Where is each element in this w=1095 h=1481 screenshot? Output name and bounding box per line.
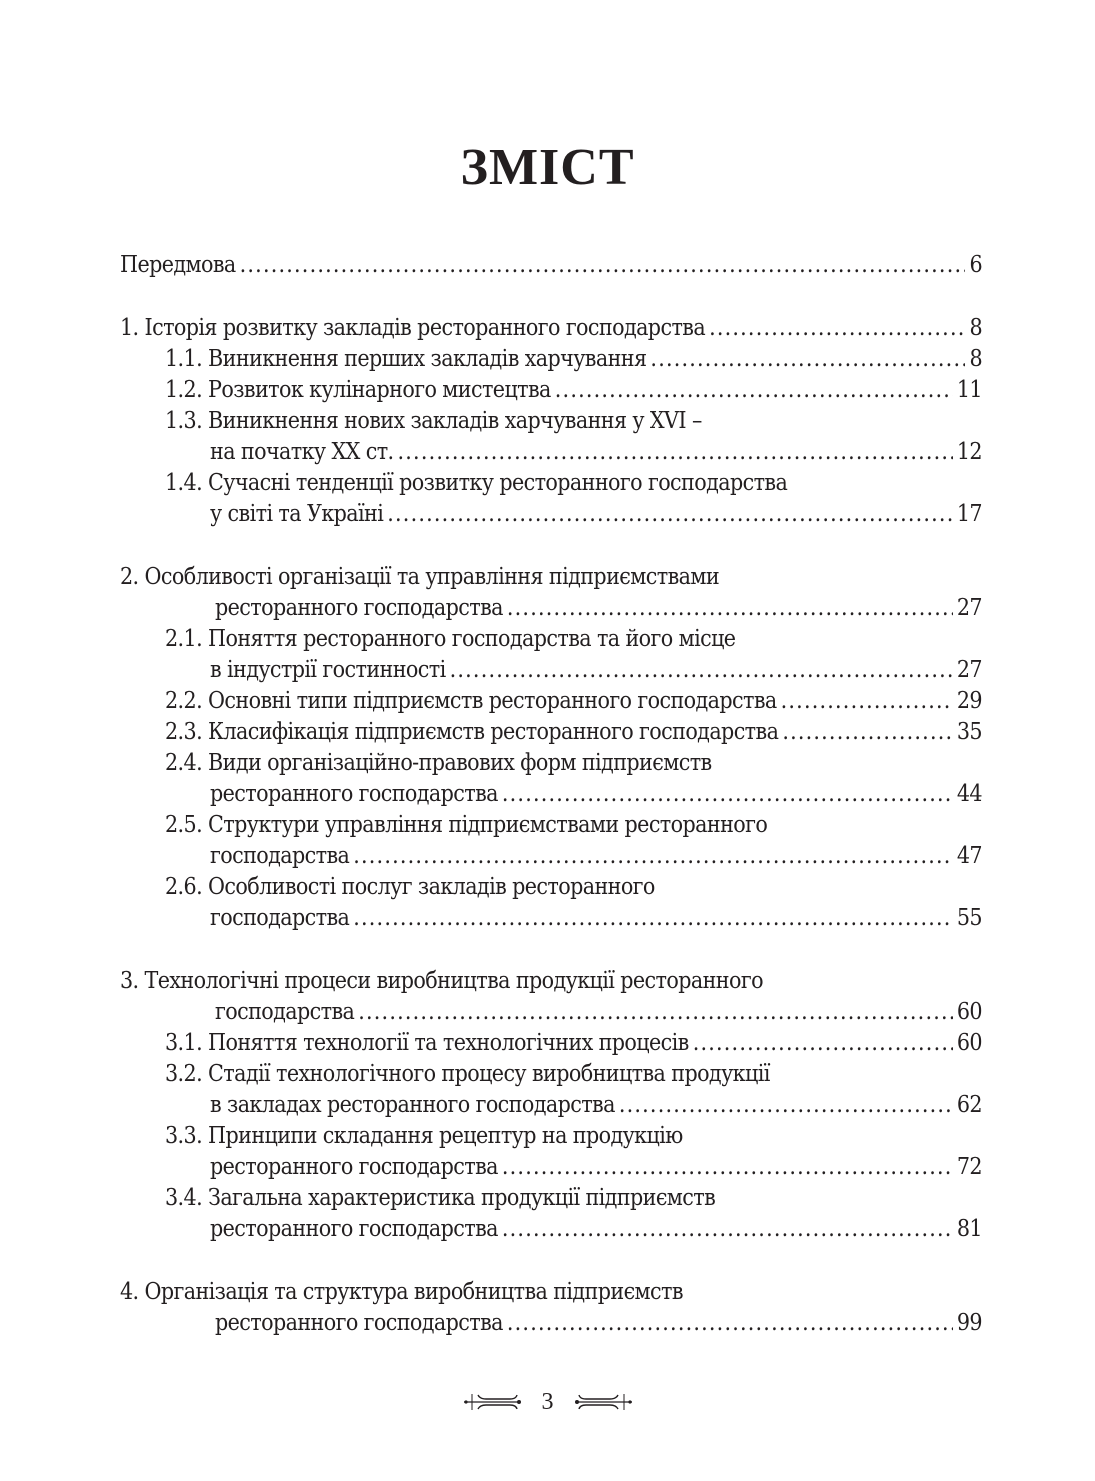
- toc-section[interactable]: [120, 1183, 982, 1245]
- toc-entry-title: 3.2. Стадії технологічного процесу виробництва продукції: [165, 1061, 770, 1087]
- page-title: ЗМІСТ: [460, 139, 635, 196]
- toc-entry-title: Передмова: [120, 252, 236, 278]
- page-number: 3: [541, 1388, 554, 1415]
- toc-section[interactable]: [120, 1028, 982, 1059]
- toc-page-number: 72: [956, 1154, 982, 1180]
- dot-leader: [555, 375, 953, 406]
- toc-section[interactable]: [120, 468, 982, 530]
- toc-page-number: 44: [956, 781, 982, 807]
- dot-leader: [240, 250, 966, 281]
- toc-page-number: 27: [956, 595, 982, 621]
- toc-entry-title: 3.1. Поняття технології та технологічних процесів: [165, 1030, 689, 1056]
- toc-page-number: 47: [956, 843, 982, 869]
- toc-section[interactable]: [120, 810, 982, 872]
- toc-entry-title: господарства: [215, 999, 355, 1025]
- dot-leader: [650, 344, 965, 375]
- toc-page-number: 81: [956, 1216, 982, 1242]
- toc-entry-title: 1.2. Розвиток кулінарного мистецтва: [165, 377, 551, 403]
- toc-page-number: 27: [956, 657, 982, 683]
- toc-entry-title: 2.6. Особливості послуг закладів ресторанного: [165, 874, 655, 900]
- toc-page-number: 35: [956, 719, 982, 745]
- toc-entry-title: ресторанного господарства: [210, 781, 498, 807]
- section-spacer: [120, 934, 982, 966]
- toc-entry-title: 2.5. Структури управління підприємствами ресторанного: [165, 812, 768, 838]
- toc-page-number: 6: [969, 252, 982, 278]
- toc-entry-title: 1. Історія розвитку закладів ресторанного господарства: [120, 315, 706, 341]
- dot-leader: [507, 1308, 953, 1339]
- dot-leader: [358, 997, 953, 1028]
- dot-leader: [502, 779, 953, 810]
- dot-leader: [502, 1152, 953, 1183]
- toc-entry-title: в закладах ресторанного господарства: [210, 1092, 615, 1118]
- toc-entry-title: 1.1. Виникнення перших закладів харчування: [165, 346, 647, 372]
- toc-entry-title: 2.1. Поняття ресторанного господарства та його місце: [165, 626, 736, 652]
- dot-leader: [502, 1214, 953, 1245]
- toc-section[interactable]: [120, 1059, 982, 1121]
- ornament-left-icon: [462, 1390, 522, 1414]
- toc-entry-title: 1.3. Виникнення нових закладів харчування у XVI –: [165, 408, 702, 434]
- toc-entry-title: ресторанного господарства: [215, 1310, 503, 1336]
- toc-page-number: 8: [969, 315, 982, 341]
- dot-leader: [353, 841, 953, 872]
- toc-entry-title: 3.4. Загальна характеристика продукції підприємств: [165, 1185, 716, 1211]
- toc-page-number: 12: [956, 439, 982, 465]
- toc-entry-title: 2.4. Види організаційно-правових форм підприємств: [165, 750, 712, 776]
- toc-page-number: 55: [956, 905, 982, 931]
- table-of-contents: [120, 250, 982, 1339]
- toc-entry-title: 3.3. Принципи складання рецептур на продукцію: [165, 1123, 683, 1149]
- toc-section[interactable]: [120, 375, 982, 406]
- toc-entry-title: 2. Особливості організації та управління підприємствами: [120, 564, 720, 590]
- toc-chapter[interactable]: [120, 313, 982, 344]
- toc-page-number: 17: [956, 501, 982, 527]
- toc-page-number: 8: [969, 346, 982, 372]
- dot-leader: [709, 313, 965, 344]
- toc-chapter[interactable]: [120, 250, 982, 281]
- dot-leader: [781, 686, 953, 717]
- dot-leader: [507, 593, 953, 624]
- toc-entry-title: 2.2. Основні типи підприємств ресторанного господарства: [165, 688, 777, 714]
- toc-chapter[interactable]: [120, 966, 982, 1028]
- toc-section[interactable]: [120, 717, 982, 748]
- section-spacer: [120, 530, 982, 562]
- toc-section[interactable]: [120, 344, 982, 375]
- toc-entry-title: 3. Технологічні процеси виробництва продукції ресторанного: [120, 968, 763, 994]
- toc-chapter[interactable]: [120, 1277, 982, 1339]
- section-spacer: [120, 281, 982, 313]
- toc-entry-title: ресторанного господарства: [210, 1154, 498, 1180]
- toc-entry-title: на початку XX ст.: [210, 439, 394, 465]
- toc-chapter[interactable]: [120, 562, 982, 624]
- toc-section[interactable]: [120, 406, 982, 468]
- toc-section[interactable]: [120, 1121, 982, 1183]
- toc-entry-title: господарства: [210, 843, 350, 869]
- dot-leader: [450, 655, 953, 686]
- page-footer: [0, 1388, 1095, 1416]
- toc-page-number: 62: [956, 1092, 982, 1118]
- toc-page-number: 29: [956, 688, 982, 714]
- toc-section[interactable]: [120, 624, 982, 686]
- toc-page-number: 60: [956, 1030, 982, 1056]
- dot-leader: [693, 1028, 953, 1059]
- dot-leader: [398, 437, 953, 468]
- toc-section[interactable]: [120, 872, 982, 934]
- toc-entry-title: в індустрії гостинності: [210, 657, 446, 683]
- dot-leader: [782, 717, 953, 748]
- toc-entry-title: 1.4. Сучасні тенденції розвитку ресторанного господарства: [165, 470, 788, 496]
- section-spacer: [120, 1245, 982, 1277]
- ornament-right-icon: [574, 1390, 634, 1414]
- toc-entry-title: 2.3. Класифікація підприємств ресторанного господарства: [165, 719, 779, 745]
- toc-page-number: 60: [956, 999, 982, 1025]
- toc-entry-title: господарства: [210, 905, 350, 931]
- toc-entry-title: 4. Організація та структура виробництва підприємств: [120, 1279, 683, 1305]
- toc-entry-title: ресторанного господарства: [210, 1216, 498, 1242]
- dot-leader: [387, 499, 953, 530]
- toc-section[interactable]: [120, 748, 982, 810]
- toc-entry-title: ресторанного господарства: [215, 595, 503, 621]
- dot-leader: [619, 1090, 953, 1121]
- toc-section[interactable]: [120, 686, 982, 717]
- toc-entry-title: у світі та Україні: [210, 501, 384, 527]
- dot-leader: [353, 903, 953, 934]
- toc-page-number: 99: [956, 1310, 982, 1336]
- toc-page-number: 11: [956, 377, 982, 403]
